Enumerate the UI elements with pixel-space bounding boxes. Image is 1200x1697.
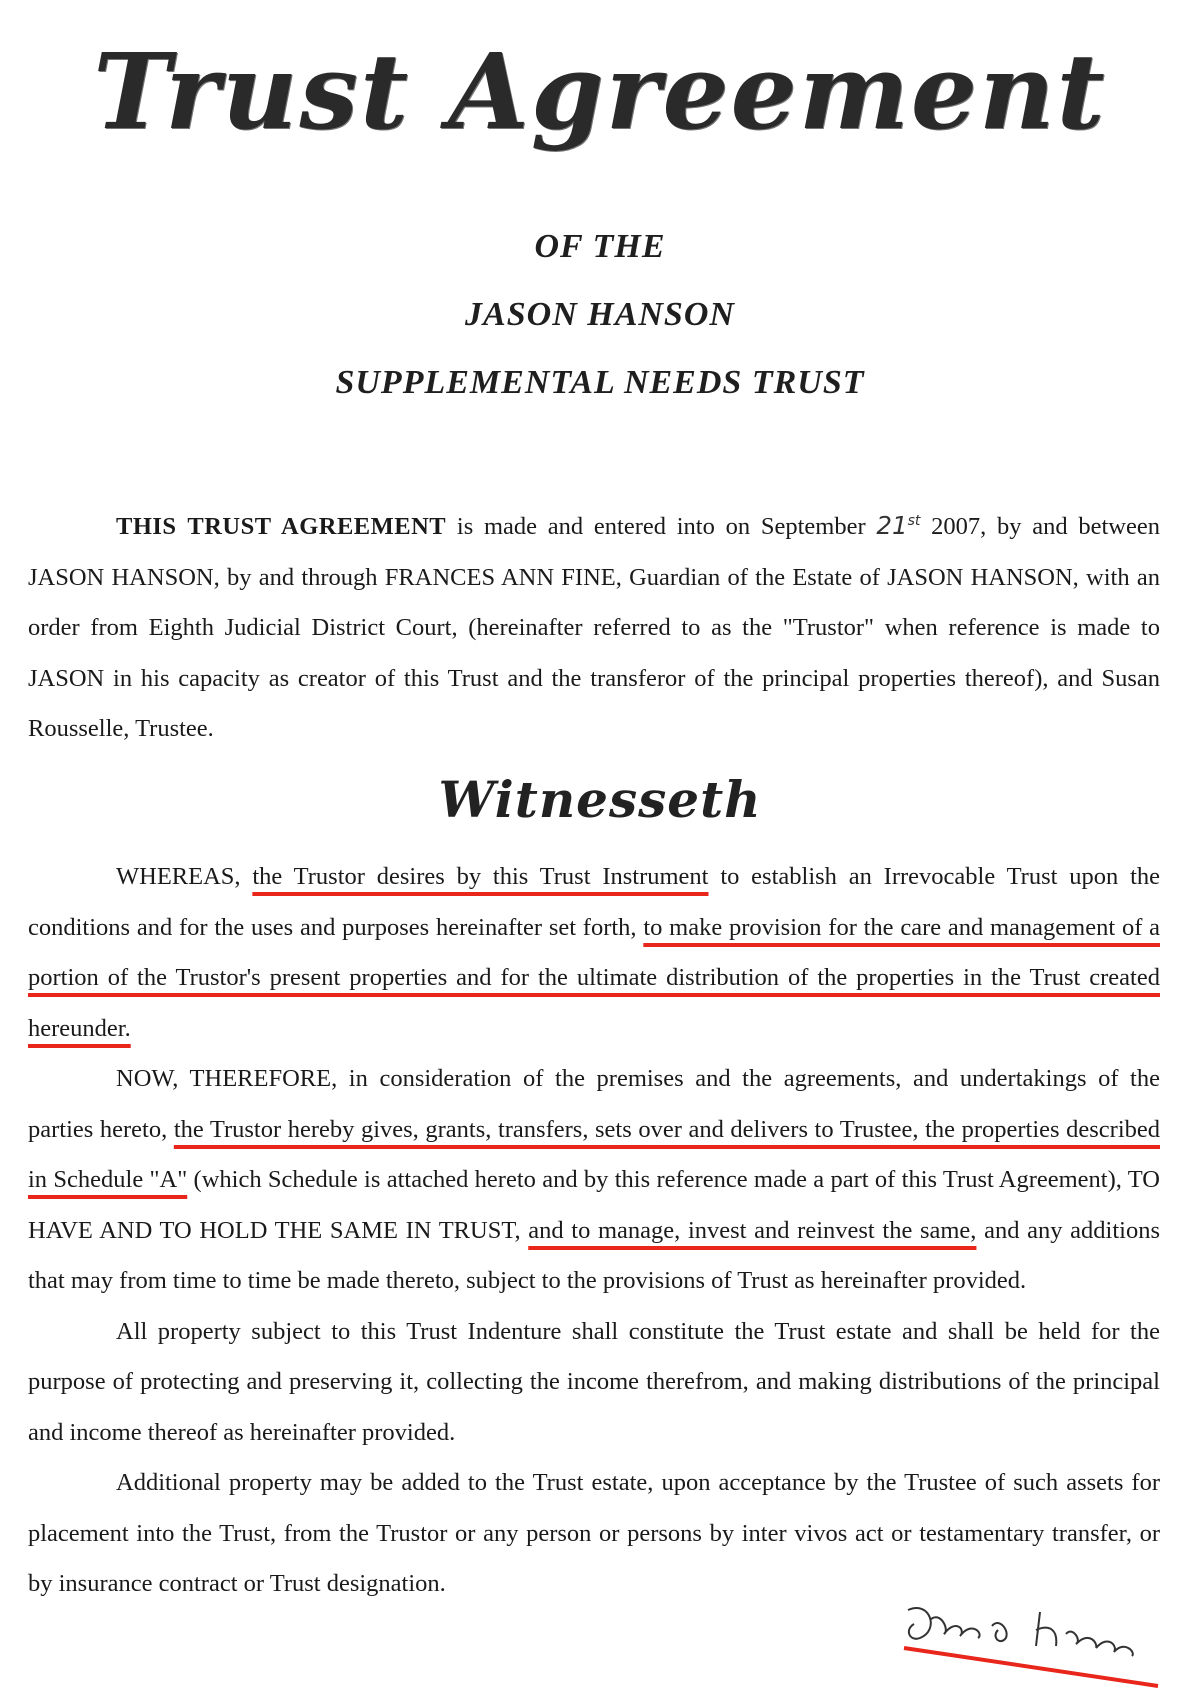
intro-paragraph [28, 496, 1160, 755]
whereas-highlight-2: to make provision for the care and management of a portion of the Trustor's present properties and for the ultimate distribution of the properties in the Trust created hereunder. [28, 913, 1160, 1042]
whereas-text-2: to establish an Irrevocable Trust upon the conditions and for the uses and purposes hereinafter set forth, [28, 863, 1160, 941]
section-heading: Witnesseth [438, 770, 762, 829]
subtitle-line-1: OF THE [534, 228, 666, 265]
subtitle-line-3: SUPPLEMENTAL NEEDS TRUST [335, 364, 865, 401]
intro-text-2: 2007, by and between JASON HANSON, by and through FRANCES ANN FINE, Guardian of the Estate of JASON HANSON, with an order from Eighth Judicial District Court, (hereinafter referred to as the "Trustor" when reference is made to JASON in his capacity as creator of this Trust and the transferor of the principal properties thereof), and Susan Rousselle, Trustee. [28, 513, 1160, 743]
whereas-highlight-1: the Trustor desires by this Trust Instrument [252, 863, 709, 890]
handwritten-signature [900, 1590, 1160, 1690]
intro-lead: THIS TRUST AGREEMENT [116, 513, 447, 541]
now-therefore-text-3: and any additions that may from time to time be made thereto, subject to the provisions of Trust as hereinafter provided. [28, 1216, 1160, 1294]
now-therefore-text-1: NOW, THEREFORE, in consideration of the premises and the agreements, and undertakings of the parties hereto, [28, 1065, 1160, 1143]
additional-property-paragraph: Additional property may be added to the Trust estate, upon acceptance by the Trustee of such assets for placement into the Trust, from the Trustor or any person or persons by inter vivos act or testamentary transfer, or by insurance contract or Trust designation. [28, 1469, 1160, 1597]
intro-date-day: 21 [876, 511, 908, 541]
now-therefore-text-2: (which Schedule is attached hereto and by this reference made a part of this Trust Agreement), TO HAVE AND TO HOLD THE SAME IN TRUST, [28, 1166, 1160, 1244]
intro-text-1: is made and entered into on September [446, 513, 877, 541]
whereas-paragraph [28, 852, 1160, 1054]
whereas-text-1: WHEREAS, [116, 863, 253, 890]
intro-date-suffix: st [907, 513, 921, 529]
document-title: Trust Agreement [93, 30, 1107, 153]
now-therefore-paragraph [28, 1054, 1160, 1307]
main-body [28, 852, 1160, 1610]
now-therefore-highlight-2: and to manage, invest and reinvest the same, [528, 1216, 977, 1244]
all-property-paragraph: All property subject to this Trust Indenture shall constitute the Trust estate and shall be held for the purpose of protecting and preserving it, collecting the income therefrom, and making distributions of the principal and income thereof as hereinafter provided. [28, 1317, 1160, 1446]
subtitle-line-2: JASON HANSON [465, 296, 735, 333]
now-therefore-highlight-1: the Trustor hereby gives, grants, transfers, sets over and delivers to Trustee, the properties described in Schedule "A" [28, 1115, 1160, 1193]
